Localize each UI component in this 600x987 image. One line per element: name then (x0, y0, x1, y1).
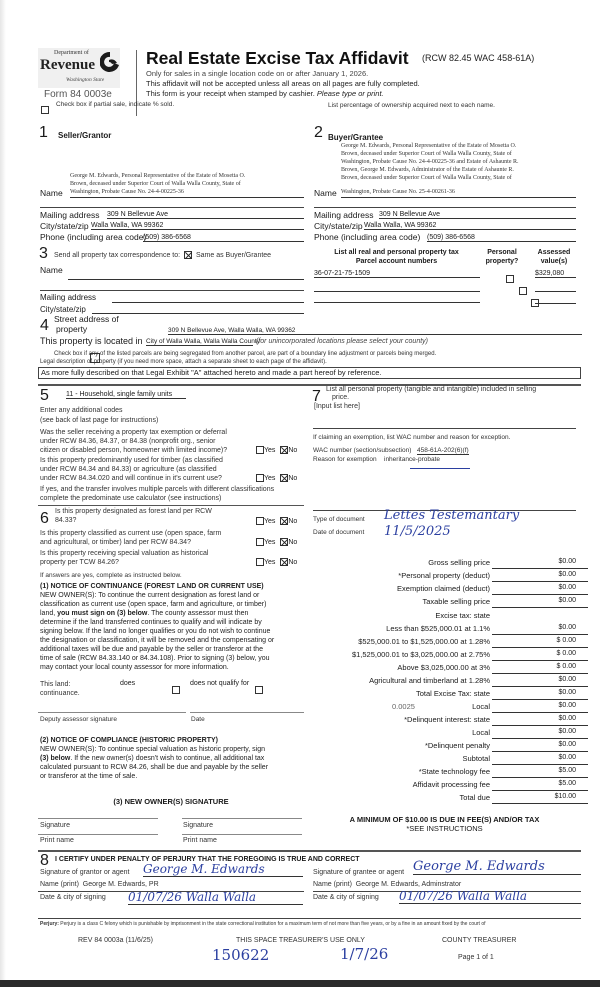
fee-label-total-due: Total due (459, 793, 490, 802)
exemption-claim-label: If claiming an exemption, list WAC number and reason for exception. (313, 434, 511, 441)
buyer-name-field[interactable]: Washington, Probate Cause No. 25-4-00261-36 (341, 188, 576, 198)
fee-field-agricultural[interactable]: $0.00 (492, 676, 588, 687)
wac-number-label: WAC number (section/subsection) (313, 447, 412, 454)
fee-label-agricultural: Agricultural and timberland at 1.28% (369, 676, 490, 685)
land-does-not-checkbox[interactable] (255, 686, 263, 694)
seller-name-value: George M. Edwards, Personal Representative of the Estate of Mosetta O. Brown, deceased under Superior Court of Walla Walla County, State of (70, 173, 246, 187)
fee-field-total-due[interactable]: $10.00 (492, 793, 588, 804)
same-as-buyer-checkbox[interactable] (184, 251, 192, 259)
this-land-label: This land: continuance. (40, 681, 80, 697)
section-divider-8 (38, 850, 581, 852)
buyer-phone-label: Phone (including area code) (314, 232, 421, 242)
timber-question: Is this property predominantly used for timber (as classified under RCW 84.34 and 84.33) or agriculture (as classified under RCW 84.34.020 and will continue in it's current use? (40, 457, 223, 482)
assessed-value-field-2[interactable] (535, 282, 576, 292)
personal-property-header: Personal property? (485, 249, 519, 265)
grantor-name-value: George M. Edwards, PR (82, 881, 159, 888)
section-1-number: 1 (39, 124, 48, 141)
street-address-label: Street address of property (54, 314, 119, 334)
page-indicator: Page 1 of 1 (458, 954, 494, 961)
street-address-field[interactable]: 309 N Bellevue Ave, Walla Walla, WA 99362 (168, 327, 582, 335)
new-owner-signature-line-2[interactable] (182, 818, 302, 819)
page-title: Real Estate Excise Tax Affidavit (146, 48, 409, 68)
deputy-date-line[interactable] (190, 712, 304, 713)
fee-label-total-excise-state: Total Excise Tax: state (415, 689, 490, 698)
fee-label-local: Local (472, 702, 490, 711)
section-3-number: 3 (39, 245, 48, 262)
print-name-label-2: Print name (183, 837, 217, 844)
fee-label-gross: Gross selling price (428, 558, 490, 567)
legal-description-field[interactable]: As more fully described on that Legal Exhibit "A" attached hereto and made a part hereof by reference. (38, 367, 581, 379)
fee-label-excise-state: Excise tax: state (435, 611, 490, 620)
buyer-mailing-field[interactable]: 309 N Bellevue Ave (379, 211, 576, 219)
forest-land-question: Is this property designated as forest land per RCW 84.33? (55, 508, 212, 524)
land-does-checkbox[interactable] (172, 686, 180, 694)
section-6-number: 6 (40, 510, 49, 527)
fee-label-delinquent-interest-state: *Delinquent interest: state (404, 715, 490, 724)
correspondence-mailing-field[interactable] (112, 293, 304, 303)
fee-label-tier-4: Above $3,025,000.00 at 3% (397, 663, 490, 672)
type-or-print-text: Please type or print. (316, 89, 384, 98)
buyer-mailing-label: Mailing address (314, 210, 374, 220)
reason-for-exemption-field[interactable]: inheritance-probate (384, 456, 441, 463)
title-citation: (RCW 82.45 WAC 458-61A) (422, 53, 535, 63)
perjury-divider (38, 918, 581, 919)
perjury-notice: Perjury: Perjury is a class C felony which is punishable by imprisonment in the state correctional institution for a maximum term of not more than five years, or by a fine in an amount fixed by the court of (40, 921, 486, 927)
treasurer-stamp-date: 1/7/26 (340, 945, 389, 963)
grantee-date-field[interactable]: 01/07/26 Walla Walla (399, 889, 581, 904)
local-rate: 0.0025 (392, 702, 415, 711)
fee-label-tier-2: $525,000.01 to $1,525,000.00 at 1.28% (358, 637, 490, 646)
grantor-date-field[interactable]: 01/07/26 Walla Walla (128, 890, 303, 905)
notice-of-continuance: (1) NOTICE OF CONTINUANCE (FOREST LAND OR CURRENT USE) NEW OWNER(S): To continue the current designation as forest land or classification as current use (open space, farm and agriculture, or timber) land, you must sign on (3) below. The county assessor must then determine if the land transferred continues to qualify and will indicate by signing below. If the land no longer qualifies or you do not wish to continue the designation or classification, it will be removed and the compensating or additional taxes will be due and payable by the seller or transferor at the time of sale (RCW 84.33.140 or 84.34.108). Prior to signing (3) below, you may contact your local county assessor for more information. (40, 583, 275, 671)
reason-for-exemption-label: Reason for exemption (313, 456, 377, 463)
document-date-label: Date of document (313, 529, 365, 536)
deputy-signature-label: Deputy assessor signature (40, 716, 117, 723)
grantor-signature-label: Signature of grantor or agent (40, 869, 130, 876)
buyer-name-value: George M. Edwards, Personal Representative of the Estate of Mosetta O. Brown, deceased under Superior Court of Walla Walla County, State of Washington, Probate Cause No. 24-4-00225-36 and Estate of Ashaunte R. Brown, George M. Edwards, Administrator of the Estate of Ashaunte R. Brown, deceased under Superior Court of Walla Walla County, State of (341, 143, 519, 181)
fee-field-personal-property[interactable]: $0.00 (492, 571, 588, 582)
grantee-name-label: Name (print) George M. Edwards, Adminstrator (313, 881, 462, 888)
fee-label-processing: Affidavit processing fee (412, 780, 490, 789)
grantor-name-label: Name (print) George M. Edwards, PR (40, 881, 159, 888)
fee-label-personal-property: *Personal property (deduct) (398, 571, 490, 580)
land-does-not-label: does not qualify for (190, 680, 250, 687)
minimum-due-note: A MINIMUM OF $10.00 IS DUE IN FEE(S) AND/OR TAX (349, 815, 540, 824)
grantee-date-label: Date & city of signing (313, 894, 379, 901)
seller-name-label: Name (40, 188, 63, 198)
parcel-number-field-3[interactable] (314, 293, 480, 303)
assessed-value-field-3[interactable] (535, 294, 576, 304)
print-name-label-1: Print name (40, 837, 74, 844)
fee-label-tier-3: $1,525,000.01 to $3,025,000.00 at 2.75% (351, 650, 490, 659)
fee-label-taxable: Taxable selling price (422, 597, 490, 606)
new-owner-signature-title: (3) NEW OWNER(S) SIGNATURE (113, 797, 229, 806)
section-1-title: Seller/Grantor (58, 131, 112, 140)
treasurer-use-label: THIS SPACE TREASURER'S USE ONLY (236, 937, 365, 944)
new-owner-signature-line-1[interactable] (38, 818, 158, 819)
see-instructions-note: *SEE INSTRUCTIONS (406, 824, 483, 833)
fee-field-tier-4[interactable]: $ 0.00 (492, 663, 588, 674)
fee-field-taxable[interactable]: $0.00 (492, 597, 588, 608)
scan-edge (0, 0, 6, 987)
buyer-name-label: Name (314, 188, 337, 198)
if-yes-note: If answers are yes, complete as instructed below. (40, 572, 182, 579)
section-divider-5-6 (38, 505, 304, 506)
section-2-title: Buyer/Grantee (328, 133, 384, 142)
reason-pen-underline (410, 468, 470, 469)
fee-field-gross[interactable]: $0.00 (492, 558, 588, 569)
deputy-signature-line[interactable] (38, 712, 186, 713)
located-in-note: (for unincorporated locations please select your county) (256, 338, 428, 345)
timber-yes-no: Yes No (256, 474, 297, 482)
assessed-value-header: Assessed value(s) (537, 249, 571, 265)
personal-property-checkbox-2[interactable] (519, 287, 527, 295)
buyer-name-line (314, 207, 576, 208)
header-line-2: This affidavit will not be accepted unless all areas on all pages are fully completed. (146, 79, 420, 88)
print-name-line-2[interactable] (182, 834, 302, 835)
exemption-no-checkbox[interactable] (280, 446, 288, 454)
personal-property-checkbox-1[interactable] (506, 275, 514, 283)
grantee-name-value: George M. Edwards, Adminstrator (355, 881, 462, 888)
print-name-line-1[interactable] (38, 834, 158, 835)
document-type-field[interactable]: Lettes Testemantary (384, 508, 520, 523)
predominate-use-note: If yes, and the transfer involves multiple parcels with different classifications complete the predominate use calculator (see instructions) (40, 486, 275, 502)
current-use-question: Is this property classified as current use (open space, farm and agricultural, or timber) land per RCW 84.34? (40, 530, 222, 546)
current-use-no-checkbox[interactable] (280, 538, 288, 546)
forest-no-checkbox[interactable] (280, 517, 288, 525)
exemption-yes-checkbox[interactable] (256, 446, 264, 454)
fee-field-tier-2[interactable]: $ 0.00 (492, 637, 588, 648)
parcel-number-field-2[interactable] (314, 282, 480, 292)
scan-bottom-edge (0, 980, 600, 987)
partial-sale-checkbox[interactable] (41, 106, 49, 114)
section-5-number: 5 (40, 387, 49, 404)
dor-swirl-icon (100, 51, 120, 73)
grantee-signature-field[interactable]: George M. Edwards (413, 859, 581, 875)
assessed-value-field-1[interactable]: $329,080 (535, 270, 576, 278)
treasurer-stamp-number: 150622 (212, 946, 270, 964)
fee-label-subtotal: Subtotal (462, 754, 490, 763)
current-use-yes-no: Yes No (256, 538, 297, 546)
seller-city-field[interactable]: Walla Walla, WA 99362 (91, 222, 304, 230)
grantor-signature-field[interactable]: George M. Edwards (143, 862, 303, 877)
exemption-question: Was the seller receiving a property tax exemption or deferral under RCW 84.36, 84.37, or 84.38 (nonprofit org., senior citizen or disabled person, homeowner with limited income)? (40, 429, 228, 454)
seller-name-field[interactable]: Washington, Probate Cause No. 24-4-00225-36 (70, 188, 304, 198)
signature-label-2: Signature (183, 822, 213, 829)
partial-sale-label: Check box if partial sale, indicate % sold. (56, 101, 175, 108)
section-7-number: 7 (312, 388, 321, 405)
fee-field-tier-3[interactable]: $ 0.00 (492, 650, 588, 661)
buyer-city-label: City/state/zip (314, 221, 363, 231)
fee-label-delinquent-interest-local: Local (472, 728, 490, 737)
seller-mailing-label: Mailing address (40, 210, 100, 220)
document-type-label: Type of document (313, 516, 365, 523)
fee-field-subtotal[interactable]: $0.00 (492, 754, 588, 765)
buyer-city-field[interactable]: Walla Walla, WA 99362 (364, 222, 576, 230)
fee-field-technology[interactable]: $5.00 (492, 767, 588, 778)
located-in-label: This property is located in (40, 336, 143, 346)
historical-question: Is this property receiving special valuation as historical property per TCW 84.26? (40, 550, 209, 566)
county-treasurer-label: COUNTY TREASURER (442, 937, 517, 944)
receipt-text: This form is your receipt when stamped by cashier. (146, 89, 315, 98)
signature-label-1: Signature (40, 822, 70, 829)
use-code-select[interactable]: 11 - Household, single family units (66, 391, 186, 399)
grantee-signature-label: Signature of grantee or agent (313, 869, 405, 876)
additional-codes-label: Enter any additional codes (see back of last page for instructions) (40, 407, 159, 424)
located-in-select[interactable]: City of Walla Walla, Walla Walla County (146, 338, 260, 345)
document-date-field[interactable]: 11/5/2025 (384, 524, 451, 539)
dor-logo (38, 48, 120, 88)
forest-yes-no: Yes No (256, 517, 297, 525)
historical-no-checkbox[interactable] (280, 558, 288, 566)
seller-phone-label: Phone (including area code) (40, 232, 147, 242)
fee-field-delinquent-penalty[interactable]: $0.00 (492, 741, 588, 752)
grantor-date-label: Date & city of signing (40, 894, 106, 901)
historical-yes-no: Yes No (256, 558, 297, 566)
fee-field-local[interactable]: $0.00 (492, 702, 588, 713)
section-4-number: 4 (40, 317, 49, 334)
section-3-label: Send all property tax correspondence to: Same as Buyer/Grantee (54, 251, 272, 259)
fee-label-technology: *State technology fee (418, 767, 490, 776)
section-2-number: 2 (314, 124, 323, 141)
logo-agency-name: Revenue (40, 57, 95, 73)
timber-yes-checkbox[interactable] (256, 474, 264, 482)
seller-city-label: City/state/zip (40, 221, 89, 231)
segregated-label: Check box if any of the listed parcels are being segregated from another parcel, are part of a boundary line adjustment or parcels being merged. (54, 351, 437, 357)
parcel-header: List all real and personal property tax Parcel account numbers (334, 249, 459, 265)
personal-property-list-label: List all personal property (tangible and intangible) included in selling price. (326, 386, 537, 401)
header-line-1: Only for sales in a single location code on or after January 1, 2026. (146, 69, 369, 78)
current-use-yes-checkbox[interactable] (256, 538, 264, 546)
ownership-note: List percentage of ownership acquired next to each name. (328, 102, 495, 109)
correspondence-mailing-label: Mailing address (40, 293, 97, 302)
wac-number-field[interactable]: 458-61A-202(6)(f) (417, 447, 469, 454)
fee-field-total-excise-state[interactable]: $0.00 (492, 689, 588, 700)
land-does-label: does (120, 680, 136, 687)
exemption-yes-no: Yes No (256, 446, 297, 454)
correspondence-city-label: City/state/zip (40, 305, 86, 314)
correspondence-name-line (40, 290, 304, 291)
seller-mailing-field[interactable]: 309 N Bellevue Ave (107, 211, 304, 219)
fee-field-delinquent-interest-local[interactable]: $0.00 (492, 728, 588, 739)
fee-field-tier-1[interactable]: $0.00 (492, 624, 588, 635)
fee-label-tier-1: Less than $525,000.01 at 1.1% (386, 624, 490, 633)
section-8-number: 8 (40, 852, 49, 869)
personal-property-list-field[interactable]: [Input list here] (314, 403, 360, 410)
correspondence-name-label: Name (40, 265, 63, 275)
parcel-number-field-1[interactable]: 36-07-21-75-1509 (314, 270, 480, 278)
fee-field-delinquent-interest-state[interactable]: $0.00 (492, 715, 588, 726)
buyer-phone-field[interactable]: (509) 386-6568 (427, 234, 576, 242)
historical-yes-checkbox[interactable] (256, 558, 264, 566)
seller-phone-field[interactable]: (509) 386-6568 (143, 234, 304, 242)
personal-property-line (313, 428, 576, 429)
header-line-3 (146, 89, 384, 98)
seller-name-line (40, 207, 304, 208)
certify-statement: I CERTIFY UNDER PENALTY OF PERJURY THAT THE FOREGOING IS TRUE AND CORRECT (55, 856, 360, 863)
logo-agency-line: Department of (54, 50, 89, 56)
forest-yes-checkbox[interactable] (256, 517, 264, 525)
correspondence-city-field[interactable] (92, 304, 304, 314)
legal-description-label: Legal description of property (if you need more space, attach a separate sheet to each page of the affidavit). (40, 359, 327, 365)
form-number: Form 84 0003e (44, 89, 112, 100)
fee-label-exemption: Exemption claimed (deduct) (397, 584, 490, 593)
notice-of-compliance: (2) NOTICE OF COMPLIANCE (HISTORIC PROPERTY) NEW OWNER(S): To continue special valuation as historic property, sign (3) below. If the new owner(s) doesn't wish to continue, all additional tax calculated pursuant to RCW 84.26, shall be due and payable by the seller or transferor at the time of sale. (40, 737, 269, 780)
fee-field-processing[interactable]: $5.00 (492, 780, 588, 791)
fee-label-delinquent-penalty: *Delinquent penalty (424, 741, 490, 750)
deputy-date-label: Date (191, 716, 205, 723)
rev-number: REV 84 0003a (11/6/25) (78, 937, 153, 944)
fee-field-exemption[interactable]: $0.00 (492, 584, 588, 595)
logo-state: Washington State (66, 77, 105, 83)
correspondence-name-field[interactable] (68, 270, 304, 280)
timber-no-checkbox[interactable] (280, 474, 288, 482)
